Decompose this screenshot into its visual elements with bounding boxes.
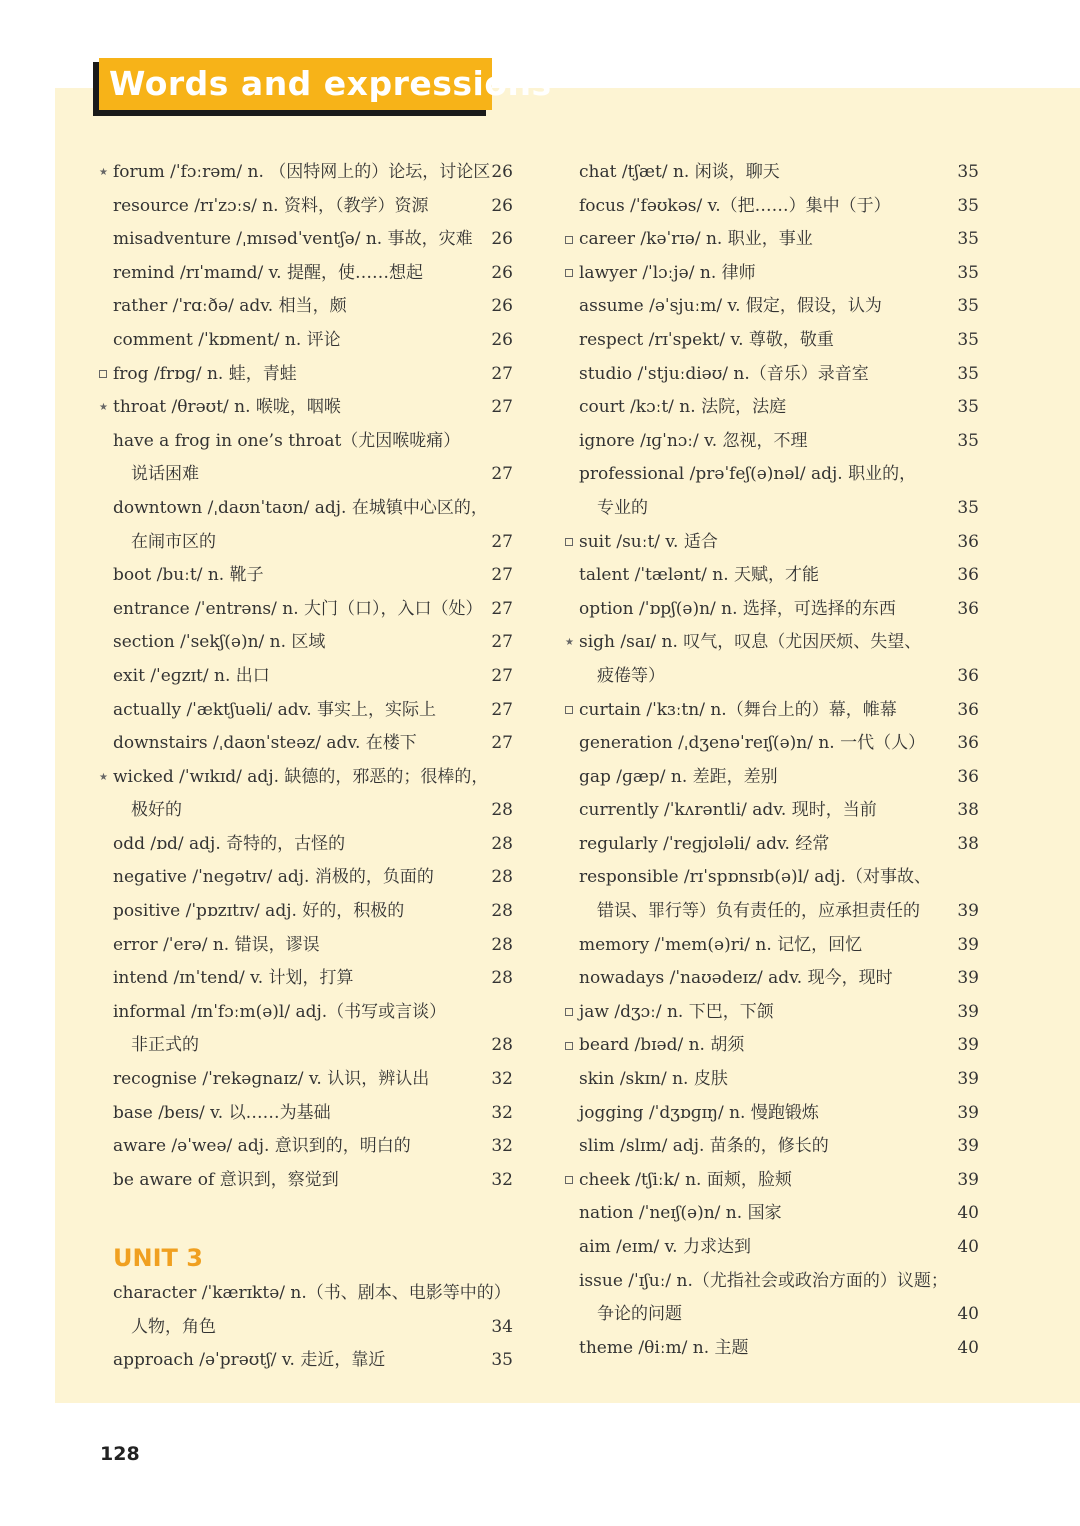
page-ref: 35 xyxy=(957,195,979,216)
word-line xyxy=(579,1063,979,1097)
word-line xyxy=(579,190,979,224)
word-text: recognise /ˈrekəɡnaɪz/ v. 认识，辨认出 xyxy=(113,1069,430,1090)
page-ref: 36 xyxy=(957,565,979,586)
page-ref: 26 xyxy=(491,162,513,182)
page-ref: 27 xyxy=(491,531,513,552)
star-marker-icon: ★ xyxy=(565,637,574,649)
word-entry xyxy=(579,190,979,224)
word-text: odd /ɒd/ adj. 奇特的，古怪的 xyxy=(113,833,346,854)
page-ref: 26 xyxy=(491,195,513,216)
word-line xyxy=(579,996,979,1030)
word-text: 疲倦等） xyxy=(597,665,665,686)
star-marker-icon: ★ xyxy=(99,771,108,783)
page-ref: 27 xyxy=(491,397,513,418)
word-text: jaw /dʒɔː/ n. 下巴，下颌 xyxy=(579,1001,774,1022)
page-ref: 39 xyxy=(957,968,979,989)
word-line-continued xyxy=(579,1298,979,1332)
word-text: 人物，角色 xyxy=(131,1316,216,1337)
word-text: respect /rɪˈspekt/ v. 尊敬，敬重 xyxy=(579,329,834,350)
word-entry xyxy=(579,1332,979,1366)
word-line xyxy=(579,458,979,492)
page-ref: 36 xyxy=(957,733,979,754)
word-entry xyxy=(99,391,513,425)
page-ref: 39 xyxy=(957,934,979,955)
word-text: intend /ɪnˈtend/ v. 计划，打算 xyxy=(113,968,354,989)
word-text: regularly /ˈreɡjʊləli/ adv. 经常 xyxy=(579,833,830,854)
page-title: Words and expressions xyxy=(99,58,492,110)
word-text: assume /əˈsjuːm/ v. 假定，假设，认为 xyxy=(579,296,882,317)
word-line xyxy=(579,425,979,459)
page-ref: 39 xyxy=(957,1169,979,1190)
word-text: court /kɔːt/ n. 法院，法庭 xyxy=(579,397,787,418)
word-line xyxy=(579,1097,979,1131)
word-entry xyxy=(579,996,979,1030)
word-entry xyxy=(113,861,513,895)
word-text: informal /ɪnˈfɔːm(ə)l/ adj.（书写或言谈） xyxy=(113,1001,447,1022)
word-text: boot /buːt/ n. 靴子 xyxy=(113,565,264,586)
word-text: exit /ˈeɡzɪt/ n. 出口 xyxy=(113,665,270,686)
word-line xyxy=(579,1265,979,1299)
word-entry xyxy=(113,492,513,559)
square-marker-icon xyxy=(565,526,573,560)
page-ref: 26 xyxy=(491,229,513,250)
page-ref: 28 xyxy=(491,833,513,854)
word-line xyxy=(113,727,513,761)
page-ref: 28 xyxy=(491,1035,513,1056)
word-entry xyxy=(565,626,979,693)
word-entry xyxy=(99,156,513,190)
word-line xyxy=(113,929,513,963)
word-entry xyxy=(113,324,513,358)
word-text: talent /ˈtælənt/ n. 天赋，才能 xyxy=(579,565,820,586)
word-entry xyxy=(579,962,979,996)
left-word-list xyxy=(99,156,513,1197)
word-line xyxy=(579,1029,979,1063)
word-line xyxy=(113,190,513,224)
word-text: resource /rɪˈzɔːs/ n. 资料，（教学）资源 xyxy=(113,195,429,216)
star-marker-icon: ★ xyxy=(99,402,108,414)
word-line xyxy=(579,257,979,291)
word-entry xyxy=(579,290,979,324)
word-text: gap /ɡæp/ n. 差距，差别 xyxy=(579,766,778,787)
word-text: 说话困难 xyxy=(131,464,199,485)
word-text: 在闹市区的 xyxy=(131,531,216,552)
word-entry xyxy=(579,559,979,593)
word-entry xyxy=(579,593,979,627)
word-text: issue /ˈɪʃuː/ n.（尤指社会或政治方面的）议题； xyxy=(579,1270,948,1291)
word-line xyxy=(113,492,513,526)
word-line xyxy=(579,694,979,728)
word-text: aim /eɪm/ v. 力求达到 xyxy=(579,1237,751,1257)
word-line xyxy=(113,1097,513,1131)
word-text: frog /frɒɡ/ n. 蛙，青蛙 xyxy=(113,363,297,384)
page-ref: 34 xyxy=(491,1316,513,1337)
word-text: curtain /ˈkɜːtn/ n.（舞台上的）幕，帷幕 xyxy=(579,699,897,720)
unit-heading: UNIT 3 xyxy=(113,1244,203,1272)
word-line xyxy=(579,794,979,828)
word-entry xyxy=(113,694,513,728)
word-line-continued xyxy=(579,895,979,929)
word-entry xyxy=(113,1164,513,1198)
word-line xyxy=(113,257,513,291)
word-entry xyxy=(113,996,513,1063)
word-text: nation /ˈneɪʃ(ə)n/ n. 国家 xyxy=(579,1203,782,1224)
word-entry xyxy=(113,626,513,660)
page-ref: 27 xyxy=(491,632,513,653)
unit3-word-list xyxy=(113,1277,513,1378)
page-ref: 35 xyxy=(957,497,979,518)
word-text: error /ˈerə/ n. 错误，谬误 xyxy=(113,934,320,955)
page-ref: 26 xyxy=(491,329,513,350)
page-ref: 35 xyxy=(957,397,979,418)
word-text: 错误、罪行等）负有责任的，应承担责任的 xyxy=(597,901,920,922)
left-column xyxy=(99,156,513,1378)
word-text: beard /bɪəd/ n. 胡须 xyxy=(579,1035,745,1056)
square-marker-icon xyxy=(565,257,573,291)
word-line xyxy=(99,391,513,425)
word-entry xyxy=(113,1130,513,1164)
word-text: sigh /saɪ/ n. 叹气，叹息（尤因厌烦、失望、 xyxy=(579,632,922,653)
word-entry xyxy=(579,257,979,291)
page-ref: 28 xyxy=(491,800,513,821)
word-text: be aware of 意识到，察觉到 xyxy=(113,1169,339,1190)
word-entry xyxy=(579,391,979,425)
page-ref: 39 xyxy=(957,1001,979,1022)
star-marker-icon: ★ xyxy=(99,167,108,178)
word-line xyxy=(579,526,979,560)
page-ref: 27 xyxy=(491,699,513,720)
word-entry xyxy=(579,425,979,459)
word-text: career /kəˈrɪə/ n. 职业，事业 xyxy=(579,229,813,250)
word-text: misadventure /ˌmɪsədˈventʃə/ n. 事故，灾难 xyxy=(113,229,473,250)
word-line xyxy=(579,1130,979,1164)
page-ref: 32 xyxy=(491,1136,513,1157)
word-entry xyxy=(579,1097,979,1131)
word-line xyxy=(579,290,979,324)
word-text: rather /ˈrɑːðə/ adv. 相当，颇 xyxy=(113,296,347,317)
word-text: jogging /ˈdʒɒɡɪŋ/ n. 慢跑锻炼 xyxy=(579,1102,819,1123)
square-marker-icon xyxy=(565,996,573,1030)
page-ref: 35 xyxy=(491,1350,513,1371)
right-word-list xyxy=(565,156,979,1365)
word-entry xyxy=(579,1164,979,1198)
word-line xyxy=(579,1197,979,1231)
word-line xyxy=(579,929,979,963)
page-ref: 36 xyxy=(957,699,979,720)
word-line xyxy=(113,1344,513,1378)
page-ref: 32 xyxy=(491,1102,513,1123)
word-entry xyxy=(579,761,979,795)
word-entry xyxy=(579,458,979,525)
word-line xyxy=(113,1164,513,1198)
word-entry xyxy=(579,828,979,862)
word-entry xyxy=(113,1277,513,1344)
word-text: 极好的 xyxy=(131,800,182,821)
word-line xyxy=(579,1231,979,1265)
word-line xyxy=(113,1277,513,1311)
word-line xyxy=(113,324,513,358)
word-entry xyxy=(113,962,513,996)
square-marker-icon xyxy=(565,1164,573,1198)
word-line xyxy=(113,895,513,929)
word-entry xyxy=(113,1063,513,1097)
word-line xyxy=(579,559,979,593)
word-line xyxy=(113,1130,513,1164)
word-text: wicked /ˈwɪkɪd/ adj. 缺德的，邪恶的；很棒的， xyxy=(113,766,489,787)
word-line-continued xyxy=(113,1029,513,1063)
page-ref: 39 xyxy=(957,901,979,922)
word-entry xyxy=(579,1231,979,1265)
word-line xyxy=(579,828,979,862)
word-line xyxy=(113,223,513,257)
word-entry xyxy=(579,526,979,560)
word-line xyxy=(579,358,979,392)
word-text: approach /əˈprəʊtʃ/ v. 走近，靠近 xyxy=(113,1350,386,1371)
word-entry xyxy=(579,358,979,392)
section-spacer xyxy=(113,1197,513,1231)
word-text: character /ˈkærɪktə/ n.（书、剧本、电影等中的） xyxy=(113,1283,511,1303)
word-text: section /ˈsekʃ(ə)n/ n. 区域 xyxy=(113,632,326,653)
page-ref: 27 xyxy=(491,464,513,485)
word-entry xyxy=(113,929,513,963)
word-text: cheek /tʃiːk/ n. 面颊，脸颊 xyxy=(579,1169,792,1190)
word-line-continued xyxy=(113,458,513,492)
word-entry xyxy=(113,190,513,224)
word-text: ignore /ɪɡˈnɔː/ v. 忽视，不理 xyxy=(579,430,808,451)
word-line xyxy=(579,962,979,996)
word-text: option /ˈɒpʃ(ə)n/ n. 选择，可选择的东西 xyxy=(579,598,896,619)
word-text: aware /əˈweə/ adj. 意识到的，明白的 xyxy=(113,1136,411,1157)
word-entry xyxy=(579,794,979,828)
word-text: positive /ˈpɒzɪtɪv/ adj. 好的，积极的 xyxy=(113,901,405,922)
page-ref: 27 xyxy=(491,598,513,619)
page-ref: 35 xyxy=(957,363,979,384)
square-marker-icon xyxy=(565,1029,573,1063)
page-ref: 36 xyxy=(957,665,979,686)
word-line xyxy=(113,425,513,459)
word-line xyxy=(113,694,513,728)
word-entry xyxy=(113,223,513,257)
word-text: nowadays /ˈnaʊədeɪz/ adv. 现今，现时 xyxy=(579,968,893,989)
word-entry xyxy=(579,223,979,257)
page-ref: 40 xyxy=(957,1237,979,1257)
word-line xyxy=(565,626,979,660)
page-number: 128 xyxy=(100,1443,140,1465)
word-text: actually /ˈæktʃuəli/ adv. 事实上，实际上 xyxy=(113,699,437,720)
square-marker-icon xyxy=(565,694,573,728)
word-line-continued xyxy=(113,526,513,560)
word-line-continued xyxy=(113,1311,513,1345)
word-line xyxy=(113,660,513,694)
page-ref: 36 xyxy=(957,531,979,552)
square-marker-icon xyxy=(99,358,107,392)
word-line xyxy=(113,828,513,862)
page-ref: 40 xyxy=(957,1203,979,1224)
word-entry xyxy=(113,593,513,627)
word-line xyxy=(113,962,513,996)
word-entry xyxy=(113,358,513,392)
page-ref: 35 xyxy=(957,430,979,451)
word-line xyxy=(579,324,979,358)
page-ref: 35 xyxy=(957,296,979,317)
word-line xyxy=(99,156,513,190)
word-entry xyxy=(579,1130,979,1164)
word-entry xyxy=(579,324,979,358)
word-text: memory /ˈmem(ə)ri/ n. 记忆，回忆 xyxy=(579,934,863,955)
word-text: 争论的问题 xyxy=(597,1304,682,1325)
word-text: comment /ˈkɒment/ n. 评论 xyxy=(113,329,341,350)
square-marker-icon xyxy=(565,223,573,257)
word-entry xyxy=(113,257,513,291)
word-line-continued xyxy=(579,660,979,694)
word-text: lawyer /ˈlɔːjə/ n. 律师 xyxy=(579,262,756,283)
word-entry xyxy=(113,1344,513,1378)
page-ref: 27 xyxy=(491,565,513,586)
word-text: 非正式的 xyxy=(131,1035,199,1056)
word-line xyxy=(113,996,513,1030)
page-ref: 39 xyxy=(957,1102,979,1123)
word-line xyxy=(113,559,513,593)
word-text: base /beɪs/ v. 以……为基础 xyxy=(113,1102,331,1123)
word-text: have a frog in one’s throat（尤因喉咙痛） xyxy=(113,430,461,451)
word-entry xyxy=(579,694,979,728)
word-entry xyxy=(113,727,513,761)
word-entry xyxy=(113,895,513,929)
word-entry xyxy=(579,1197,979,1231)
word-entry xyxy=(579,1029,979,1063)
word-text: currently /ˈkʌrəntli/ adv. 现时，当前 xyxy=(579,800,877,821)
word-text: downstairs /ˌdaʊnˈsteəz/ adv. 在楼下 xyxy=(113,733,417,754)
word-text: responsible /rɪˈspɒnsɪb(ə)l/ adj.（对事故、 xyxy=(579,867,931,888)
word-entry xyxy=(113,828,513,862)
word-entry xyxy=(113,660,513,694)
page-ref: 39 xyxy=(957,1035,979,1056)
word-line xyxy=(113,626,513,660)
word-text: focus /ˈfəʊkəs/ v.（把……）集中（于） xyxy=(579,195,891,216)
page-ref: 28 xyxy=(491,934,513,955)
page-ref: 39 xyxy=(957,1136,979,1157)
page-ref: 27 xyxy=(491,733,513,754)
word-entry xyxy=(579,727,979,761)
page-ref: 35 xyxy=(957,162,979,182)
word-text: entrance /ˈentrəns/ n. 大门（口），入口（处） xyxy=(113,598,483,619)
word-entry xyxy=(99,761,513,828)
word-entry xyxy=(579,1063,979,1097)
word-line xyxy=(579,861,979,895)
word-line-continued xyxy=(579,492,979,526)
word-line xyxy=(579,223,979,257)
page-ref: 38 xyxy=(957,800,979,821)
page-ref: 32 xyxy=(491,1169,513,1190)
word-line xyxy=(113,290,513,324)
word-line xyxy=(113,1063,513,1097)
page-ref: 40 xyxy=(957,1304,979,1325)
word-line xyxy=(579,391,979,425)
word-line xyxy=(579,761,979,795)
word-text: downtown /ˌdaʊnˈtaʊn/ adj. 在城镇中心区的， xyxy=(113,497,488,518)
page-ref: 26 xyxy=(491,262,513,283)
page-ref: 28 xyxy=(491,901,513,922)
word-entry xyxy=(579,861,979,928)
page-ref: 39 xyxy=(957,1069,979,1090)
page-ref: 36 xyxy=(957,598,979,619)
word-text: 专业的 xyxy=(597,497,648,518)
page-ref: 36 xyxy=(957,766,979,787)
page-ref: 28 xyxy=(491,968,513,989)
word-entry xyxy=(579,929,979,963)
word-text: throat /θrəʊt/ n. 喉咙，咽喉 xyxy=(113,397,341,418)
word-entry xyxy=(579,156,979,190)
word-entry xyxy=(113,559,513,593)
page-ref: 27 xyxy=(491,665,513,686)
word-entry xyxy=(579,1265,979,1332)
page-ref: 35 xyxy=(957,329,979,350)
word-text: generation /ˌdʒenəˈreɪʃ(ə)n/ n. 一代（人） xyxy=(579,733,926,754)
word-line xyxy=(113,358,513,392)
word-line xyxy=(579,1164,979,1198)
page-ref: 35 xyxy=(957,229,979,250)
word-text: skin /skɪn/ n. 皮肤 xyxy=(579,1069,728,1090)
page-ref: 27 xyxy=(491,363,513,384)
word-text: chat /tʃæt/ n. 闲谈，聊天 xyxy=(579,162,780,182)
page-ref: 26 xyxy=(491,296,513,317)
word-text: remind /rɪˈmaɪnd/ v. 提醒，使……想起 xyxy=(113,262,423,283)
word-text: forum /ˈfɔːrəm/ n. （因特网上的）论坛，讨论区 xyxy=(113,162,491,182)
word-line xyxy=(579,1332,979,1366)
word-line xyxy=(579,156,979,190)
word-entry xyxy=(113,1097,513,1131)
word-text: theme /θiːm/ n. 主题 xyxy=(579,1337,749,1358)
word-line xyxy=(113,861,513,895)
page-ref: 28 xyxy=(491,867,513,888)
word-text: professional /prəˈfeʃ(ə)nəl/ adj. 职业的， xyxy=(579,464,917,485)
page-ref: 40 xyxy=(957,1337,979,1358)
word-entry xyxy=(113,290,513,324)
word-line xyxy=(99,761,513,795)
page-ref: 32 xyxy=(491,1069,513,1090)
word-text: slim /slɪm/ adj. 苗条的，修长的 xyxy=(579,1136,829,1157)
page-ref: 35 xyxy=(957,262,979,283)
word-line-continued xyxy=(113,794,513,828)
word-line xyxy=(579,727,979,761)
word-text: negative /ˈneɡətɪv/ adj. 消极的，负面的 xyxy=(113,867,434,888)
right-column xyxy=(565,156,979,1365)
word-entry xyxy=(113,425,513,492)
page-ref: 38 xyxy=(957,833,979,854)
word-text: suit /suːt/ v. 适合 xyxy=(579,531,718,552)
word-text: studio /ˈstjuːdiəʊ/ n.（音乐）录音室 xyxy=(579,363,869,384)
word-line xyxy=(579,593,979,627)
word-line xyxy=(113,593,513,627)
